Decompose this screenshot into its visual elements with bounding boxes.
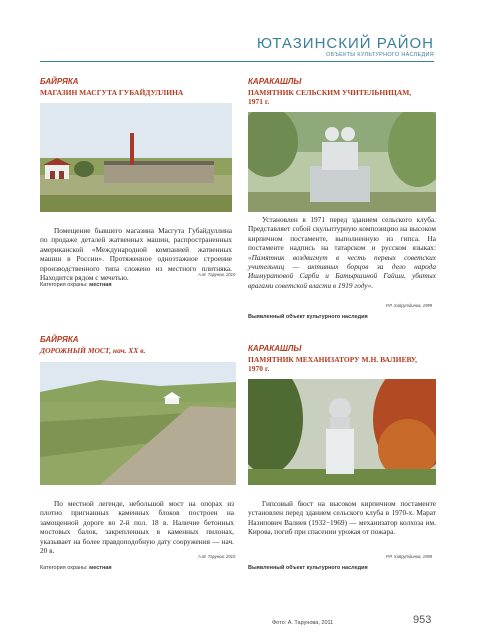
- item-1-photo-shop-building: [40, 103, 232, 212]
- item-2-location: КАРАКАШЛЫ: [248, 77, 302, 86]
- header-rule: [40, 61, 434, 62]
- item-2-title-year: 1971 г.: [248, 97, 270, 106]
- item-1-description: Помещение бывшего магазина Масгута Губайдуллина по продаже деталей жатвенных машин, распространенных американской «Международной компанией жатвенных машин в России». Протяженное одноэтажное строение производственного типа сложено из местного плитняка. Находится рядом с мечетью.: [40, 226, 232, 283]
- item-4-heading: [248, 344, 448, 373]
- item-3-heading: [40, 335, 230, 355]
- item-3-location: БАЙРЯКА: [40, 335, 79, 344]
- item-3-photo-road-bridge: [40, 362, 236, 485]
- item-1-location: БАЙРЯКА: [40, 77, 79, 86]
- item-3-category-value: местная: [89, 565, 112, 571]
- item-3-description: По местной легенде, небольшой мост на опорах из плотно пригнанных каменных блоков построен на замощенной дороге во 2-й пол. 18 в. Наличие бетонных мостовых балок, закрепленных в каменных пилонах, указывает на более правдоподобную дату сооружения — нач. 20 в.: [40, 499, 234, 556]
- item-1-category-value: местная: [89, 282, 112, 288]
- item-2-description: [248, 215, 436, 290]
- item-4-title: [248, 355, 448, 373]
- item-2-title-main: ПАМЯТНИК СЕЛЬСКИМ УЧИТЕЛЬНИЦАМ,: [248, 88, 412, 97]
- item-4-photo-valiev-monument: [248, 379, 436, 485]
- item-4-description: Гипсовый бюст на высоком кирпичном постаменте установлен перед зданием сельского клуба в 1970-х. Марат Назипович Валиев (1932−1969) — механизатор колхоза им. Кирова, погиб при спасении урожая от пожара.: [248, 499, 436, 537]
- item-2-heading: [248, 77, 448, 106]
- item-2-photo-teachers-monument: [248, 112, 436, 212]
- item-4-title-main: ПАМЯТНИК МЕХАНИЗАТОРУ М.Н. ВАЛИЕВУ,: [248, 355, 417, 364]
- item-4-title-year: 1970 г.: [248, 364, 270, 373]
- item-4-identified-heritage: Выявленный объект культурного наследия: [248, 565, 368, 571]
- item-3-category-label: Категория охраны:: [40, 565, 88, 571]
- header-subtitle: ОБЪЕКТЫ КУЛЬТУРНОГО НАСЛЕДИЯ: [326, 52, 434, 58]
- page-number: 953: [413, 614, 432, 626]
- item-2-identified-heritage: Выявленный объект культурного наследия: [248, 314, 368, 320]
- item-1-protection-category: [40, 282, 112, 288]
- item-2-title: [248, 88, 448, 106]
- item-4-photo-credit: Р.Р. Хайрутдинов, 1999: [386, 554, 433, 559]
- item-2-description-text: Установлен в 1971 перед зданием сельского клуба. Представляет собой скульптурную композицию на высоком кирпичном постаменте, выполненную из гипса. На постаменте надпись на татарском и русском языках:: [248, 215, 436, 253]
- header-district-title: ЮТАЗИНСКИЙ РАЙОН: [256, 35, 434, 52]
- item-1-title: МАГАЗИН МАСГУТА ГУБАЙДУЛЛИНА: [40, 88, 184, 97]
- item-4-location: КАРАКАШЛЫ: [248, 344, 302, 353]
- item-2-photo-credit: Р.Р. Хайрутдинов, 1999: [386, 303, 433, 308]
- item-1-heading: [40, 77, 230, 97]
- item-3-title-date: нач. XX в.: [112, 346, 146, 355]
- item-3-protection-category: [40, 565, 112, 571]
- item-3-title: [40, 346, 230, 355]
- item-1-photo-credit: А.М. Тарунов, 2010: [198, 272, 236, 277]
- item-3-photo-credit: А.М. Тарунов, 2010: [198, 554, 236, 559]
- item-2-inscription-quote: «Памятник воздвигнут в честь первых советских учительниц — активных борцов за дело народа Ишмуратовой Сарби и Батыршиной Гайши, убитых врагами советской власти в 1919 году».: [248, 252, 436, 290]
- item-1-category-label: Категория охраны:: [40, 282, 88, 288]
- item-3-title-main: ДОРОЖНЫЙ МОСТ,: [40, 346, 112, 355]
- footer-photo-credit: Фото: А. Тарунова, 2011: [272, 620, 334, 626]
